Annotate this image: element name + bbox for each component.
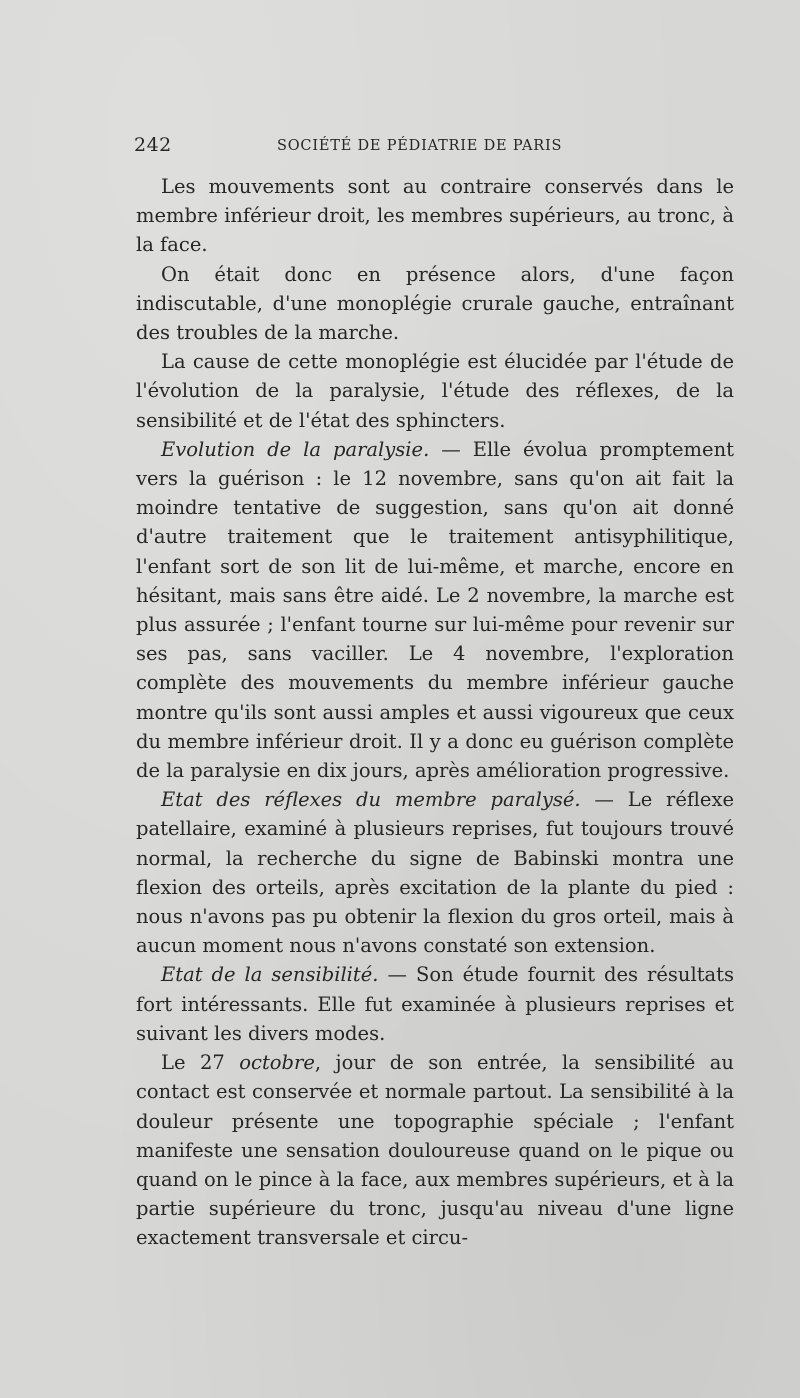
page-header <box>134 133 734 157</box>
paragraph-2: On était donc en présence alors, d'une façon indiscutable, d'une monoplégie crurale gauche, entraînant des troubles de la marche. <box>136 262 734 345</box>
paragraph-3: La cause de cette monoplégie est élucidée par l'étude de l'évolution de la paralysie, l'étude des réflexes, de la sensibilité et de l'état des sphincters. <box>136 350 734 432</box>
section-heading-evolution: Evolution de la paralysie. <box>161 437 430 461</box>
italic-month: octobre <box>239 1051 315 1075</box>
running-head: SOCIÉTÉ DE PÉDIATRIE DE PARIS <box>277 138 563 154</box>
paragraph-evolution-text: — Elle évolua promptement vers la guérison : le 12 novembre, sans qu'on ait fait la moindre tentative de suggestion, sans qu'on ait donné d'autre traitement que le traitement antisyphilitique, l'enfant sort de son lit de lui-même, et marche, encore en hésitant, mais sans être aidé. Le 2 novembre, la marche est plus assurée ; l'enfant tourne sur lui-même pour revenir sur ses pas, sans vaciller. Le 4 novembre, l'exploration complète des mouvements du membre inférieur gauche montre qu'ils sont aussi amples et aussi vigoureux que ceux du membre inférieur droit. Il y a donc eu guérison complète de la paralysie en dix jours, après amélioration progressive. <box>136 437 734 783</box>
section-heading-sensibility: Etat de la sensibilité. <box>161 963 379 987</box>
paragraph-1: Les mouvements sont au contraire conservés dans le membre inférieur droit, les membres supérieurs, au tronc, à la face. <box>136 175 734 257</box>
paragraph-sensibility <box>136 960 734 1048</box>
paragraph-october <box>136 1048 734 1252</box>
section-heading-reflexes: Etat des réflexes du membre paralysé. <box>161 788 581 812</box>
paragraph-october-start: Le 27 <box>161 1051 240 1075</box>
page-number: 242 <box>134 134 172 156</box>
paragraph-evolution <box>136 435 734 785</box>
body-text <box>136 172 734 1253</box>
paragraph-reflexes <box>136 785 734 960</box>
paragraph-october-text: , jour de son entrée, la sensibilité au contact est conservée et normale partout. La sensibilité à la douleur présente une topographie spéciale ; l'enfant manifeste une sensation douloureuse quand on le pique ou quand on le pince à la face, aux membres supérieurs, et à la partie supérieure du tronc, jusqu'au niveau d'une ligne exactement transversale et circu- <box>136 1051 734 1250</box>
paragraph-sensibility-text: — Son étude fournit des résultats fort intéressants. Elle fut examinée à plusieurs reprises et suivant les divers modes. <box>136 963 734 1045</box>
paragraph-reflexes-text: — Le réflexe patellaire, examiné à plusieurs reprises, fut toujours trouvé normal, la recherche du signe de Babinski montra une flexion des orteils, après excitation de la plante du pied : nous n'avons pas pu obtenir la flexion du gros orteil, mais à aucun moment nous n'avons constaté son extension. <box>136 788 734 958</box>
